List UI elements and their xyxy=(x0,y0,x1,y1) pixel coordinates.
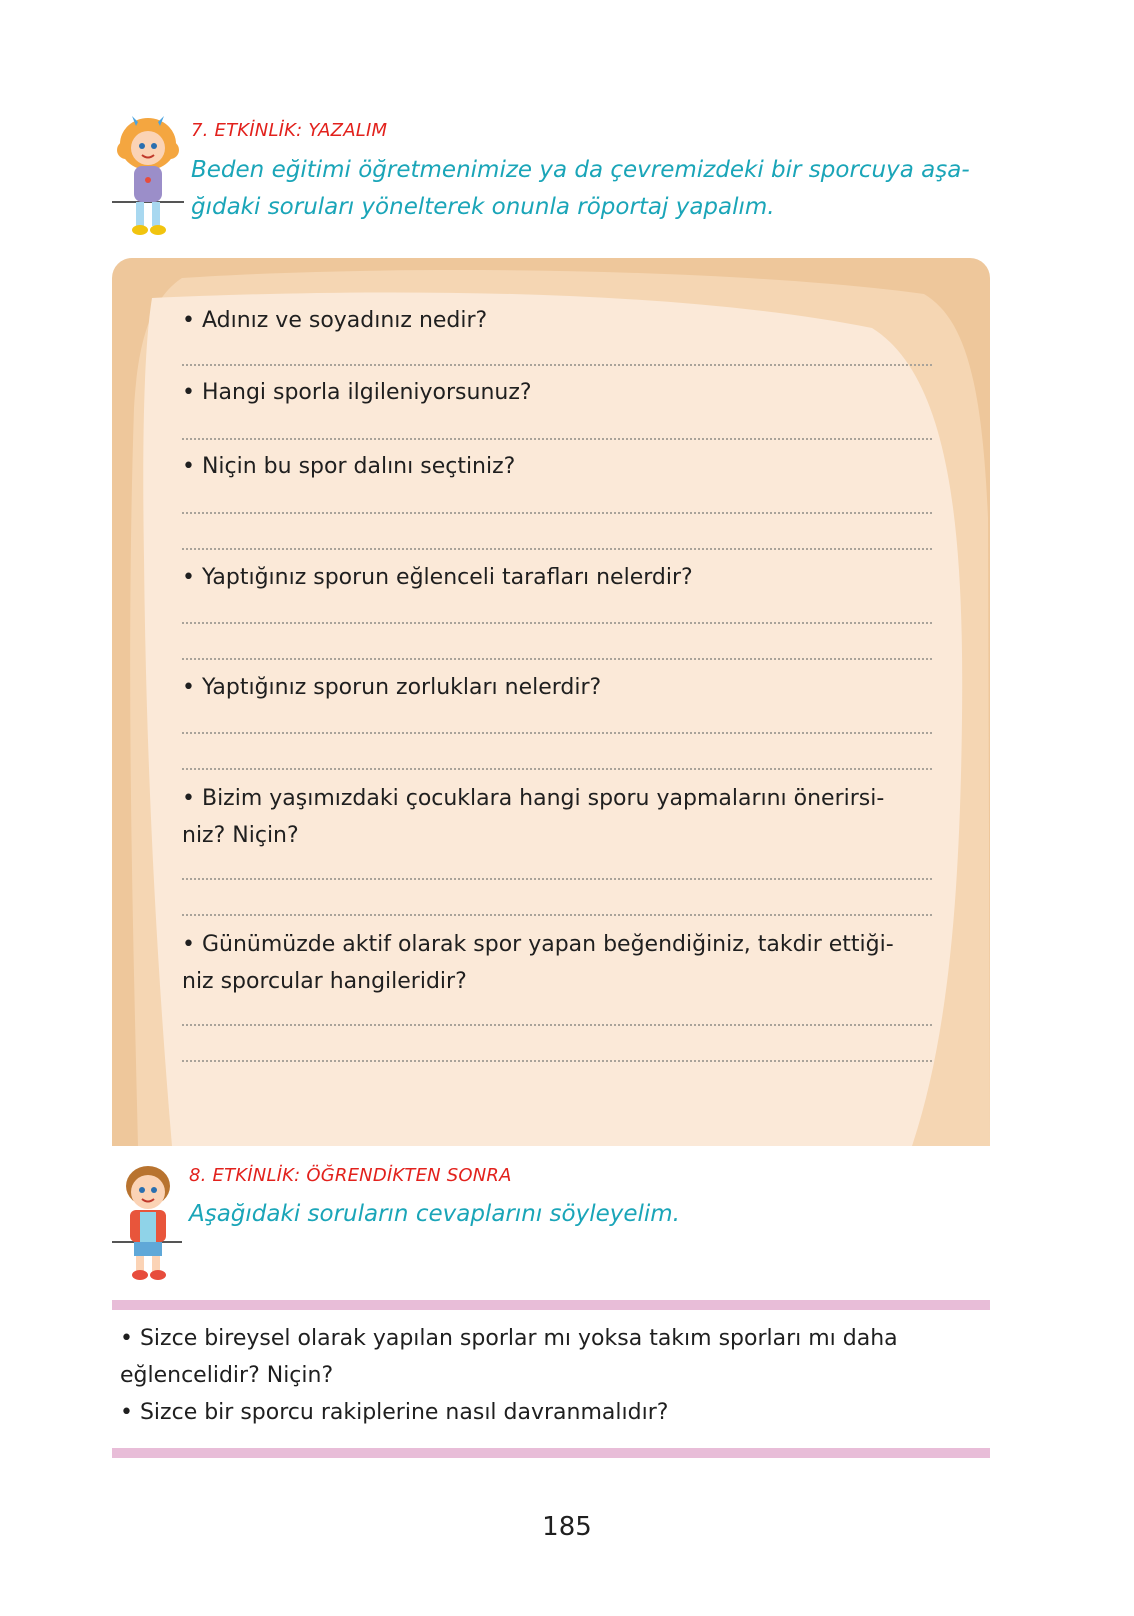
activity-8-instruction: Aşağıdaki soruların cevaplarını söyleyelim. xyxy=(189,1201,680,1227)
discussion-question-1 xyxy=(120,1320,984,1394)
question-3: • Niçin bu spor dalını seçtiniz? xyxy=(182,454,516,479)
question-6 xyxy=(182,780,942,854)
question-6-line-2: niz? Niçin? xyxy=(182,823,299,848)
question-5: • Yaptığınız sporun zorlukları nelerdir? xyxy=(182,675,602,700)
activity-8-label: 8. ETKİNLİK: ÖĞRENDİKTEN SONRA xyxy=(189,1165,512,1186)
question-6-line-1: • Bizim yaşımızdaki çocuklara hangi sporu yapmalarını önerirsi- xyxy=(182,786,885,811)
discussion-question-2: • Sizce bir sporcu rakiplerine nasıl davranmalıdır? xyxy=(120,1400,669,1425)
answer-line[interactable] xyxy=(182,622,932,624)
answer-line[interactable] xyxy=(182,438,932,440)
answer-line[interactable] xyxy=(182,512,932,514)
discussion-question-1-line-2: eğlencelidir? Niçin? xyxy=(120,1363,334,1388)
answer-line[interactable] xyxy=(182,878,932,880)
question-1: • Adınız ve soyadınız nedir? xyxy=(182,308,488,333)
top-divider xyxy=(112,1300,990,1310)
activity-7-instruction-line-2: ğıdaki soruları yönelterek onunla röportaj yapalım. xyxy=(191,194,775,220)
bottom-divider xyxy=(112,1448,990,1458)
answer-line[interactable] xyxy=(182,1060,932,1062)
activity-7-label: 7. ETKİNLİK: YAZALIM xyxy=(191,120,388,141)
answer-line[interactable] xyxy=(182,658,932,660)
discussion-question-1-line-1: • Sizce bireysel olarak yapılan sporlar mı yoksa takım sporları mı daha xyxy=(120,1326,898,1351)
answer-line[interactable] xyxy=(182,768,932,770)
answer-line[interactable] xyxy=(182,914,932,916)
girl-character-icon xyxy=(108,110,190,240)
answer-line[interactable] xyxy=(182,1024,932,1026)
girl-character-illustration xyxy=(108,110,190,240)
activity-7-instruction-line-1: Beden eğitimi öğretmenimize ya da çevremizdeki bir sporcuya aşa- xyxy=(191,157,970,183)
answer-line[interactable] xyxy=(182,548,932,550)
question-2: • Hangi sporla ilgileniyorsunuz? xyxy=(182,380,532,405)
question-7-line-2: niz sporcular hangileridir? xyxy=(182,969,467,994)
question-7-line-1: • Günümüzde aktif olarak spor yapan beğendiğiniz, takdir ettiği- xyxy=(182,932,894,957)
boy-character-icon xyxy=(108,1160,188,1284)
question-7 xyxy=(182,926,942,1000)
answer-line[interactable] xyxy=(182,732,932,734)
page-number: 185 xyxy=(542,1512,592,1542)
question-4: • Yaptığınız sporun eğlenceli tarafları nelerdir? xyxy=(182,565,693,590)
activity-7-instruction xyxy=(191,152,991,226)
answer-line[interactable] xyxy=(182,364,932,366)
boy-character-illustration xyxy=(108,1160,188,1284)
